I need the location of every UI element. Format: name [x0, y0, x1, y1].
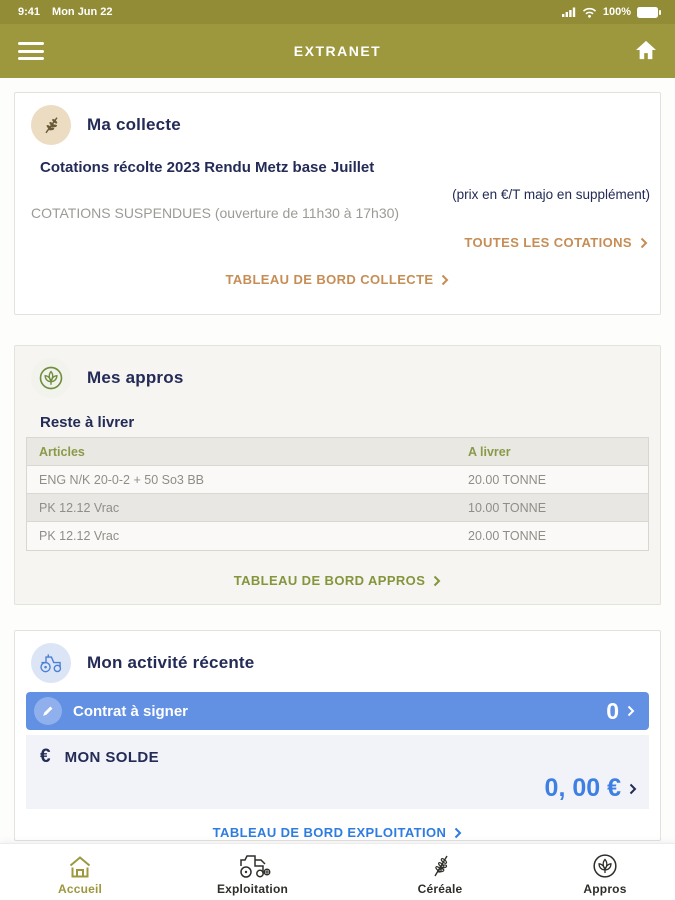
collecte-dashboard-link[interactable]: TABLEAU DE BORD COLLECTE — [226, 272, 450, 287]
battery-percent: 100% — [602, 6, 631, 18]
page-title: EXTRANET — [293, 43, 382, 59]
home-button[interactable] — [631, 40, 657, 63]
wifi-icon — [582, 7, 597, 18]
chevron-right-icon — [454, 827, 462, 839]
article-cell: PK 12.12 Vrac — [39, 500, 120, 515]
quantity-cell: 20.00 TONNE — [468, 529, 547, 543]
nav-item-appros[interactable]: Appros — [535, 849, 675, 896]
column-header-articles: Articles — [39, 444, 85, 459]
price-note: (prix en €/T majo en supplément) — [452, 187, 650, 202]
card-activite-recente — [14, 630, 661, 841]
chevron-right-icon — [640, 237, 648, 249]
card-title-activite: Mon activité récente — [87, 653, 255, 672]
quantity-cell: 10.00 TONNE — [468, 500, 547, 515]
chevron-right-icon — [627, 705, 635, 717]
home-icon — [635, 40, 657, 63]
plant-icon — [31, 358, 71, 398]
menu-button[interactable] — [18, 42, 44, 60]
tractor-icon — [31, 643, 71, 683]
all-quotes-link[interactable]: TOUTES LES COTATIONS — [464, 235, 648, 250]
nav-item-cereale[interactable]: Céréale — [345, 849, 535, 896]
contract-count: 0 — [606, 697, 619, 724]
table-header-row — [27, 438, 648, 466]
quantity-cell: 20.00 TONNE — [468, 472, 547, 487]
chevron-right-icon — [441, 274, 449, 286]
date: Mon Jun 22 — [52, 6, 113, 18]
table-row — [27, 466, 648, 494]
plant-icon — [592, 853, 618, 879]
wheat-icon — [31, 105, 71, 145]
main-content — [0, 78, 675, 843]
nav-item-exploitation[interactable]: Exploitation — [160, 849, 345, 896]
wheat-icon — [428, 853, 452, 879]
card-mes-appros — [14, 345, 661, 605]
euro-icon: € — [40, 746, 51, 767]
article-cell: PK 12.12 Vrac — [39, 529, 120, 543]
chevron-right-icon — [433, 575, 441, 587]
contract-label: Contrat à signer — [73, 702, 189, 720]
exploitation-dashboard-link[interactable]: TABLEAU DE BORD EXPLOITATION — [213, 825, 463, 840]
quote-title: Cotations récolte 2023 Rendu Metz base Juillet — [40, 159, 375, 176]
appros-table — [26, 437, 649, 551]
nav-item-accueil[interactable]: Accueil — [0, 849, 160, 896]
clock: 9:41 — [18, 6, 41, 18]
status-bar — [0, 0, 675, 24]
contract-to-sign-row[interactable] — [26, 692, 649, 730]
app-header — [0, 24, 675, 78]
solde-label: MON SOLDE — [64, 748, 160, 766]
card-ma-collecte — [14, 92, 661, 315]
battery-icon — [637, 7, 661, 18]
table-row — [27, 494, 648, 522]
card-title-appros: Mes appros — [87, 368, 184, 387]
home-icon — [67, 853, 93, 879]
solde-row[interactable] — [26, 735, 649, 809]
quotes-status: COTATIONS SUSPENDUES (ouverture de 11h30 à 17h30) — [31, 205, 400, 221]
appros-dashboard-link[interactable]: TABLEAU DE BORD APPROS — [234, 573, 442, 588]
harvester-icon — [235, 853, 271, 879]
table-row — [27, 522, 648, 550]
section-title-reste: Reste à livrer — [40, 414, 135, 431]
chevron-right-icon — [629, 783, 637, 795]
card-title-collecte: Ma collecte — [87, 115, 181, 134]
article-cell: ENG N/K 20-0-2 + 50 So3 BB — [39, 472, 205, 487]
bottom-nav — [0, 843, 675, 900]
signal-icon — [562, 7, 576, 17]
solde-amount: 0, 00 € — [544, 774, 621, 802]
column-header-alivrer: A livrer — [468, 444, 511, 459]
pencil-icon — [34, 697, 62, 725]
